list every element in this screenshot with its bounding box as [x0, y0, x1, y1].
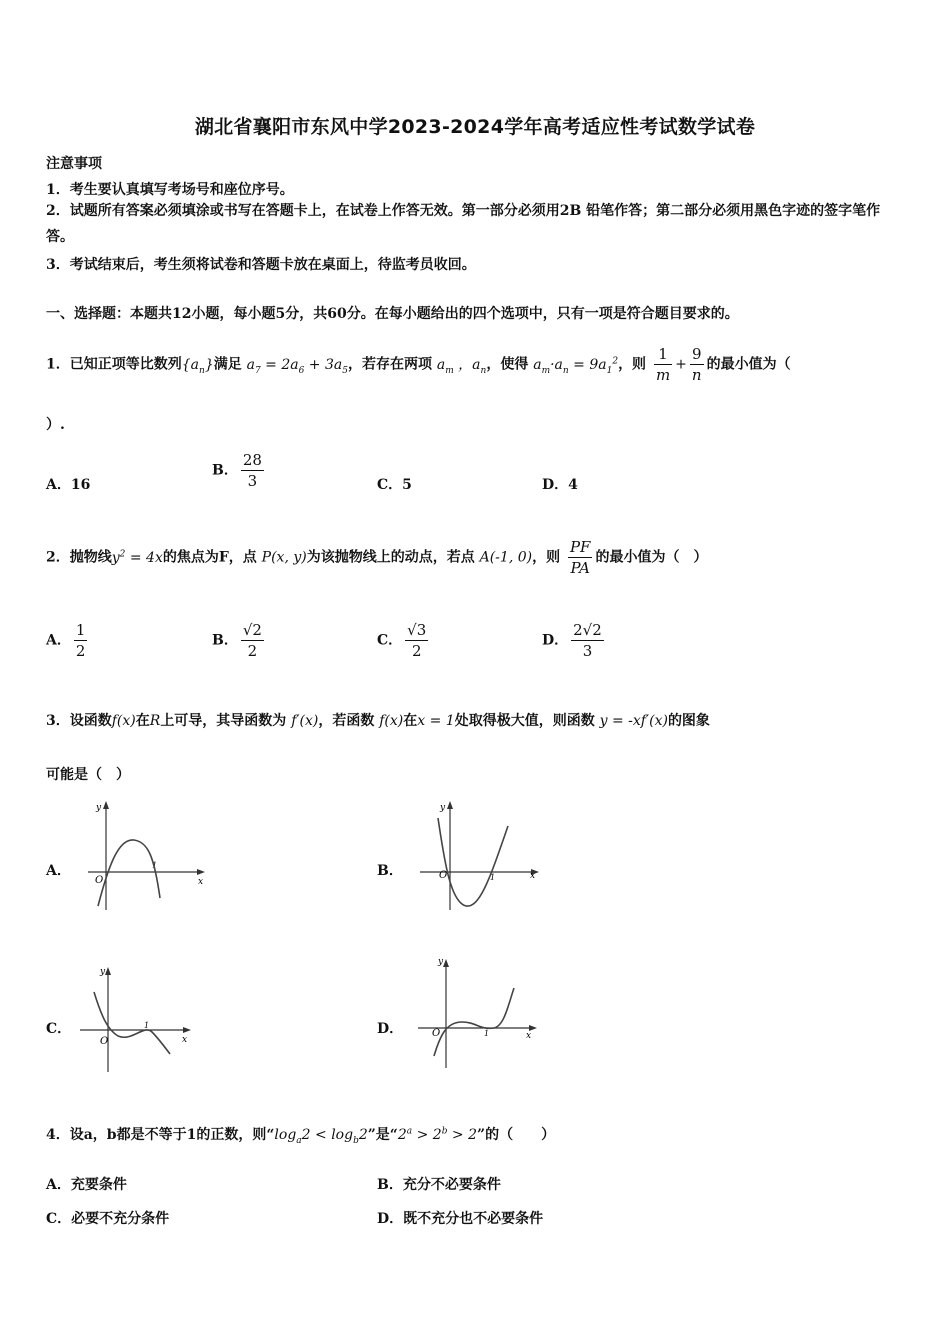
q3-fx: f(x): [111, 713, 136, 729]
q3-text: 在: [403, 713, 418, 729]
q1-condition: $a_7 = 2a_6 + 3a_5$: [246, 356, 348, 376]
q3-option-d[interactable]: D．: [377, 1021, 404, 1037]
q3-text: ，若函数: [318, 713, 375, 729]
q1-option-d[interactable]: D．4: [542, 477, 578, 493]
q3-graph-d: [418, 952, 543, 1072]
svg-text:O: O: [439, 870, 448, 881]
q2-text: ，则: [532, 549, 561, 566]
question-3: [46, 710, 710, 730]
q2-ratio: [568, 537, 593, 578]
q3-end: 可能是（ ）: [46, 767, 130, 783]
q3-x1: x = 1: [417, 713, 455, 729]
q1-terms: $a_m$ ，$a_n$: [436, 356, 487, 376]
q2-ratio-den: PA: [570, 559, 590, 577]
q3-y: y = -xf′(x): [599, 713, 668, 729]
q3-text: 3．设函数: [46, 713, 112, 729]
q1-option-b-label: B．: [212, 462, 238, 479]
q2-option-c-num: √3: [407, 621, 427, 639]
q3-graph-a: [88, 798, 208, 916]
q4-log-condition: $\log_a2 < \log_b2$: [274, 1127, 368, 1146]
svg-text:y: y: [440, 803, 446, 813]
svg-text:y: y: [96, 803, 102, 813]
q1-text: 的最小值为（: [706, 356, 791, 373]
q2-option-d[interactable]: [542, 620, 607, 661]
q3-r: R: [149, 713, 161, 729]
q1-text: ，则: [618, 356, 647, 373]
q2-option-a-num: 1: [75, 621, 86, 639]
notice-item-3: 3．考试结束后，考生须将试卷和答题卡放在桌面上，待监考员收回。: [46, 257, 476, 273]
q2-option-a-label: A．: [46, 632, 71, 649]
q2-option-d-label: D．: [542, 632, 569, 649]
q1-sequence: $\{a_n\}$: [181, 356, 214, 376]
svg-text:O: O: [100, 1036, 109, 1047]
q2-text: 2．抛物线: [46, 549, 112, 566]
q3-text: 在: [135, 713, 150, 729]
q2-option-c[interactable]: [377, 620, 431, 661]
q1-end: ）.: [46, 417, 65, 433]
q4-option-a[interactable]: A．充要条件: [46, 1177, 127, 1193]
q1-text: ，若存在两项: [347, 356, 432, 373]
svg-text:x: x: [530, 871, 536, 881]
svg-text:y: y: [438, 957, 444, 967]
question-2: [46, 537, 707, 578]
q2-point-a: A(-1, 0): [479, 549, 533, 566]
q4-text: ”的（ ）: [477, 1127, 556, 1143]
q2-point-p: P(x, y): [261, 549, 307, 566]
q3-option-b[interactable]: B．: [377, 863, 403, 879]
q1-expr-frac1: $\frac{1}{m}$: [655, 345, 671, 384]
notice-item-2: 2．试题所有答案必须填涂或书写在答题卡上，在试卷上作答无效。第一部分必须用2B 铅笔作答；第二部分必须用黑色字迹的签字笔作答。: [46, 203, 881, 245]
q3-graph-b: [420, 798, 545, 916]
page-title: 湖北省襄阳市东风中学2023-2024学年高考适应性考试数学试卷: [194, 116, 756, 138]
q4-exp-condition: $2^a > 2^b > 2$: [397, 1126, 478, 1143]
q2-option-d-den: 3: [582, 642, 593, 660]
q2-ratio-num: PF: [569, 538, 591, 556]
q2-option-c-label: C．: [377, 632, 403, 649]
notice-item-1: 1．考生要认真填写考场号和座位序号。: [46, 182, 294, 198]
q2-option-b-label: B．: [212, 632, 238, 649]
q3-fx2: f(x): [379, 713, 404, 729]
svg-text:O: O: [432, 1028, 441, 1039]
q2-option-b-den: 2: [247, 642, 258, 660]
q3-text: 处取得极大值，则函数: [454, 713, 595, 729]
question-1: 1．已知正项等比数列$\{a_n\}$满足 $a_7 = 2a_6 + 3a_5$，若存在两项 $a_m$ ，$a_n$，使得 $a_m\cdot a_n = 9a_1^2$，则 $\frac{1}{m}$ + $\frac{9}{n}$ 的最小值为（: [46, 345, 791, 384]
q1-option-a[interactable]: A．16: [46, 477, 91, 493]
svg-text:x: x: [198, 877, 204, 887]
q2-option-a-den: 2: [75, 642, 86, 660]
question-4: [46, 1124, 555, 1146]
svg-text:x: x: [526, 1031, 532, 1041]
q1-text: 1．已知正项等比数列: [46, 356, 182, 373]
q4-text: 4．设a，b都是不等于1的正数，则“: [46, 1127, 275, 1143]
svg-text:1: 1: [490, 873, 496, 882]
q1-option-b-den: 3: [247, 472, 258, 490]
svg-text:y: y: [100, 967, 106, 977]
q1-text: ，使得: [486, 356, 529, 373]
q2-option-d-num: 2√2: [573, 621, 602, 639]
q4-option-b[interactable]: B．充分不必要条件: [377, 1177, 501, 1193]
section-heading: 一、选择题：本题共12小题，每小题5分，共60分。在每小题给出的四个选项中，只有一项是符合题目要求的。: [46, 306, 739, 322]
q4-option-d[interactable]: D．既不充分也不必要条件: [377, 1211, 544, 1227]
q3-fpx: f′(x): [291, 713, 319, 729]
q4-option-c[interactable]: C．必要不充分条件: [46, 1211, 170, 1227]
svg-text:1: 1: [144, 1021, 150, 1030]
svg-text:1: 1: [484, 1029, 490, 1038]
q1-expr-frac2: $\frac{9}{n}$: [691, 345, 702, 384]
notice-heading: 注意事项: [46, 156, 102, 172]
q1-product: $a_m\cdot a_n = 9a_1^2$: [533, 355, 619, 376]
q2-option-c-den: 2: [411, 642, 422, 660]
q2-option-b-num: √2: [242, 621, 262, 639]
svg-text:1: 1: [152, 861, 158, 870]
q3-graph-c: [78, 960, 198, 1078]
svg-text:O: O: [95, 875, 104, 886]
q2-parabola: $y^2 = 4x$: [111, 548, 163, 566]
q3-text: 上可导，其导函数为: [160, 713, 287, 729]
q2-text: 为该抛物线上的动点，若点: [306, 549, 475, 566]
q2-option-b[interactable]: [212, 620, 267, 661]
q1-option-c[interactable]: C．5: [377, 477, 412, 493]
q1-option-b[interactable]: [212, 450, 267, 491]
q1-text: 满足: [213, 356, 242, 373]
q3-option-c[interactable]: C．: [46, 1021, 72, 1037]
q4-text: ”是“: [367, 1127, 398, 1143]
q2-text: 的最小值为（ ）: [595, 549, 708, 566]
q2-option-a[interactable]: [46, 620, 90, 661]
q3-option-a[interactable]: A．: [46, 863, 71, 879]
q3-text: 的图象: [667, 713, 710, 729]
svg-text:x: x: [182, 1035, 188, 1045]
q1-option-b-num: 28: [242, 451, 262, 469]
q2-text: 的焦点为F，点: [162, 549, 257, 566]
